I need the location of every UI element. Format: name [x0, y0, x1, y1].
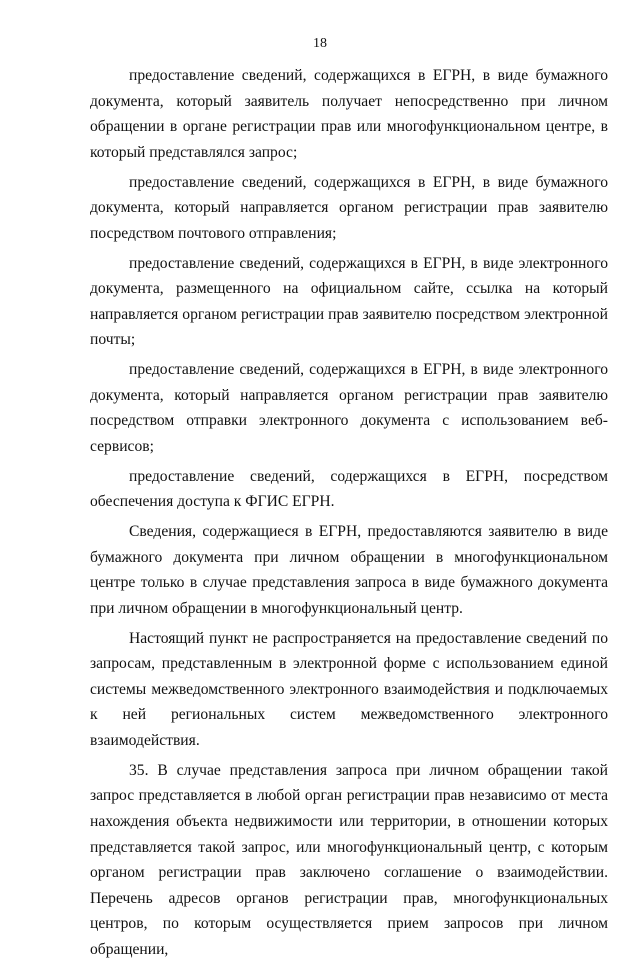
page-number: 18: [313, 36, 327, 51]
paragraph-paper-by-post: предоставление сведений, содержащихся в ЕГРН, в виде бумажного документа, который направляется органом регистрации прав заявителю посредством почтового отправления;: [90, 173, 608, 242]
paragraph-scope-exclusion: Настоящий пункт не распространяется на предоставление сведений по запросам, представленным в электронной форме с использованием единой системы межведомственного электронного взаимодействия и подключаемых к ней региональных систем межведомственного электронного взаимодействия.: [90, 629, 608, 749]
paragraph-electronic-web-services: предоставление сведений, содержащихся в ЕГРН, в виде электронного документа, который направляется органом регистрации прав заявителю посредством отправки электронного документа с использованием веб-сервисов;: [90, 361, 608, 455]
paragraph-electronic-by-email: предоставление сведений, содержащихся в ЕГРН, в виде электронного документа, размещенного на официальном сайте, ссылка на который направляется органом регистрации прав заявителю посредством электронной почты;: [90, 254, 608, 349]
paragraph-clause-35: 35. В случае представления запроса при личном обращении такой запрос представляется в любой орган регистрации прав независимо от места нахождения объекта недвижимости или территории, в отношении которых представляется такой запрос, или многофункциональный центр, с которым органом регистрации прав заключено соглашение о взаимодействии. Перечень адресов органов регистрации прав, многофункциональных центров, по которым осуществляется прием запросов при личном обращении,: [90, 761, 608, 958]
document-body: [90, 63, 608, 963]
paragraph-fgis-access: предоставление сведений, содержащихся в ЕГРН, посредством обеспечения доступа к ФГИС ЕГРН.: [90, 467, 608, 511]
paragraph-mfc-paper-only: Сведения, содержащиеся в ЕГРН, предоставляются заявителю в виде бумажного документа при личном обращении в многофункциональном центре только в случае представления запроса в виде бумажного документа при личном обращении в многофункциональный центр.: [90, 523, 608, 617]
paragraph-paper-in-person: предоставление сведений, содержащихся в ЕГРН, в виде бумажного документа, который заявитель получает непосредственно при личном обращении в органе регистрации прав или многофункциональном центре, в который представлялся запрос;: [90, 67, 608, 161]
